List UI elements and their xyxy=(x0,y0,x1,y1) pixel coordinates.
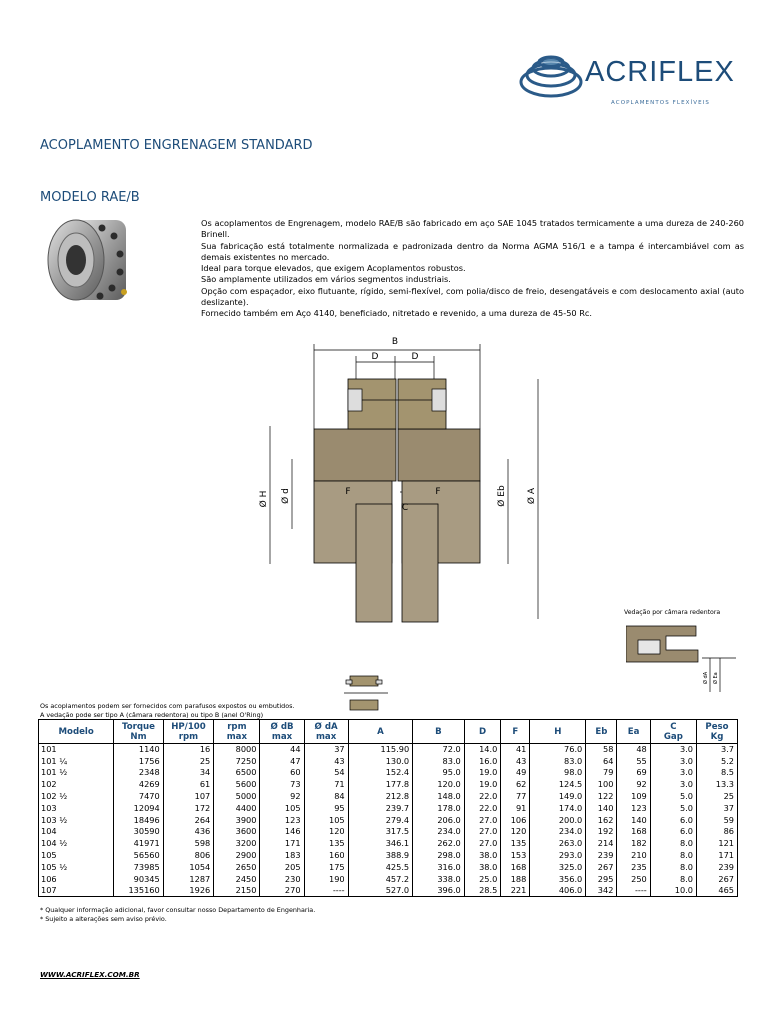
table-cell: 168 xyxy=(501,861,530,873)
oring-seal-drawing xyxy=(344,672,388,716)
table-cell: 62 xyxy=(501,779,530,791)
table-cell: 5000 xyxy=(214,791,260,803)
table-cell: 103 xyxy=(39,802,114,814)
column-header: D xyxy=(464,720,501,744)
table-cell: 3.7 xyxy=(697,744,738,756)
table-cell: 41 xyxy=(501,744,530,756)
table-cell: 107 xyxy=(39,885,114,897)
table-cell: 73985 xyxy=(114,861,163,873)
column-header: A xyxy=(348,720,413,744)
table-cell: 406.0 xyxy=(530,885,586,897)
table-cell: 806 xyxy=(163,850,214,862)
description-paragraph: São amplamente utilizados em vários segmentos industriais. xyxy=(201,274,451,285)
table-cell: 19.0 xyxy=(464,779,501,791)
table-cell: 168 xyxy=(617,826,650,838)
description-paragraph: Os acoplamentos de Engrenagem, modelo RAE/B são fabricado em aço SAE 1045 tratados termicamente a uma dureza de 240-260 Brinell. xyxy=(201,218,744,240)
table-cell: 43 xyxy=(501,755,530,767)
table-cell: 2650 xyxy=(214,861,260,873)
table-cell: 102 xyxy=(39,779,114,791)
table-cell: 38.0 xyxy=(464,850,501,862)
table-cell: 298.0 xyxy=(413,850,465,862)
column-header: Ø dA max xyxy=(304,720,348,744)
table-cell: 356.0 xyxy=(530,873,586,885)
table-cell: 153 xyxy=(501,850,530,862)
table-cell: 6500 xyxy=(214,767,260,779)
table-cell: 3.0 xyxy=(650,744,696,756)
table-cell: 3600 xyxy=(214,826,260,838)
table-cell: 105 xyxy=(260,802,304,814)
table-cell: ---- xyxy=(617,885,650,897)
model-title: MODELO RAE/B xyxy=(40,190,140,205)
table-cell: 239 xyxy=(697,861,738,873)
table-cell: 3200 xyxy=(214,838,260,850)
table-cell: 175 xyxy=(304,861,348,873)
table-cell: 235 xyxy=(617,861,650,873)
note-line: Os acoplamentos podem ser fornecidos com parafusos expostos ou embutidos. xyxy=(40,702,295,710)
table-cell: 60 xyxy=(260,767,304,779)
dim-f-label: F xyxy=(435,487,441,497)
table-cell: 77 xyxy=(501,791,530,803)
table-cell: 120.0 xyxy=(413,779,465,791)
table-cell: 104 ½ xyxy=(39,838,114,850)
table-cell: 12094 xyxy=(114,802,163,814)
table-cell: 14.0 xyxy=(464,744,501,756)
table-cell: 140 xyxy=(617,814,650,826)
note-line: * Sujeito a alterações sem aviso prévio. xyxy=(40,914,167,923)
table-cell: 95.0 xyxy=(413,767,465,779)
table-cell: 3.0 xyxy=(650,755,696,767)
table-cell: 106 xyxy=(501,814,530,826)
table-cell: 206.0 xyxy=(413,814,465,826)
table-row xyxy=(39,850,738,862)
table-cell: 25.0 xyxy=(464,873,501,885)
table-cell: 28.5 xyxy=(464,885,501,897)
table-cell: 38.0 xyxy=(464,861,501,873)
table-row xyxy=(39,791,738,803)
table-cell: 267 xyxy=(697,873,738,885)
table-cell: 123 xyxy=(260,814,304,826)
table-cell: 98.0 xyxy=(530,767,586,779)
table-cell: 239.7 xyxy=(348,802,413,814)
table-cell: 8.5 xyxy=(697,767,738,779)
table-cell: 73 xyxy=(260,779,304,791)
table-cell: 221 xyxy=(501,885,530,897)
table-cell: 83.0 xyxy=(413,755,465,767)
table-cell: 100 xyxy=(586,779,617,791)
table-cell: 1926 xyxy=(163,885,214,897)
dim-d-label: D xyxy=(371,352,379,362)
column-header: Eb xyxy=(586,720,617,744)
notes-top xyxy=(40,702,295,719)
table-cell: 436 xyxy=(163,826,214,838)
table-cell: 183 xyxy=(260,850,304,862)
table-cell: 27.0 xyxy=(464,814,501,826)
spring-coil-icon xyxy=(515,42,587,114)
table-cell: 174.0 xyxy=(530,802,586,814)
table-cell: 92 xyxy=(260,791,304,803)
table-cell: 5.0 xyxy=(650,791,696,803)
table-cell: 86 xyxy=(697,826,738,838)
table-cell: 6.0 xyxy=(650,814,696,826)
table-cell: 19.0 xyxy=(464,767,501,779)
table-cell: 41971 xyxy=(114,838,163,850)
column-header: Ea xyxy=(617,720,650,744)
dim-a-label: Ø A xyxy=(527,487,537,505)
table-cell: 122 xyxy=(586,791,617,803)
table-cell: 13.3 xyxy=(697,779,738,791)
column-header: Modelo xyxy=(39,720,114,744)
table-cell: 295 xyxy=(586,873,617,885)
table-cell: 54 xyxy=(304,767,348,779)
table-cell: 22.0 xyxy=(464,802,501,814)
table-cell: 8.0 xyxy=(650,850,696,862)
table-cell: 279.4 xyxy=(348,814,413,826)
table-cell: 37 xyxy=(304,744,348,756)
table-cell: 2450 xyxy=(214,873,260,885)
dim-b-label: B xyxy=(391,337,399,347)
table-cell: 25 xyxy=(163,755,214,767)
table-cell: 44 xyxy=(260,744,304,756)
table-cell: 149.0 xyxy=(530,791,586,803)
table-row xyxy=(39,838,738,850)
table-cell: 49 xyxy=(501,767,530,779)
table-cell: 83.0 xyxy=(530,755,586,767)
coupling-cross-section-drawing xyxy=(250,334,550,624)
table-cell: 18496 xyxy=(114,814,163,826)
table-cell: 457.2 xyxy=(348,873,413,885)
table-cell: 200.0 xyxy=(530,814,586,826)
seal-caption: Vedação por câmara redentora xyxy=(624,609,721,616)
table-cell: 27.0 xyxy=(464,838,501,850)
table-cell: 10.0 xyxy=(650,885,696,897)
table-cell: 205 xyxy=(260,861,304,873)
table-cell: 598 xyxy=(163,838,214,850)
table-row xyxy=(39,861,738,873)
brand-name: ACRIFLEX xyxy=(585,56,735,88)
table-cell: 16.0 xyxy=(464,755,501,767)
table-cell: 177.8 xyxy=(348,779,413,791)
table-cell: 7470 xyxy=(114,791,163,803)
table-cell: 192 xyxy=(586,826,617,838)
table-cell: 58 xyxy=(586,744,617,756)
table-cell: 425.5 xyxy=(348,861,413,873)
table-cell: 92 xyxy=(617,779,650,791)
page-title: ACOPLAMENTO ENGRENAGEM STANDARD xyxy=(40,138,313,153)
table-cell: 264 xyxy=(163,814,214,826)
table-cell: 5.2 xyxy=(697,755,738,767)
table-cell: 8.0 xyxy=(650,873,696,885)
table-cell: 8000 xyxy=(214,744,260,756)
description-paragraph: Opção com espaçador, eixo flutuante, rígido, semi-flexível, com polia/disco de freio, desengatáveis e com deslocamento axial (auto deslizante). xyxy=(201,285,744,308)
table-cell: 239 xyxy=(586,850,617,862)
table-cell: 214 xyxy=(586,838,617,850)
table-cell: 250 xyxy=(617,873,650,885)
note-line: A vedação pode ser tipo A (câmara redentora) ou tipo B (anel O'Ring) xyxy=(40,710,264,719)
table-header-row xyxy=(39,720,738,744)
table-cell: 3.0 xyxy=(650,767,696,779)
table-cell: 72.0 xyxy=(413,744,465,756)
table-cell: 5600 xyxy=(214,779,260,791)
table-cell: 234.0 xyxy=(413,826,465,838)
table-cell: 102 ½ xyxy=(39,791,114,803)
column-header: Ø dB max xyxy=(260,720,304,744)
description-paragraph: Sua fabricação está totalmente normalizada e padronizada dentro da Norma AGMA 516/1 e a tampa é intercambiável com as demais existentes no mercado. xyxy=(201,240,744,262)
table-cell: 178.0 xyxy=(413,802,465,814)
table-cell: 107 xyxy=(163,791,214,803)
table-row xyxy=(39,744,738,756)
table-cell: 101 xyxy=(39,744,114,756)
table-cell: 105 xyxy=(39,850,114,862)
product-description xyxy=(201,218,744,320)
table-cell: 212.8 xyxy=(348,791,413,803)
table-cell: 76.0 xyxy=(530,744,586,756)
table-cell: 1756 xyxy=(114,755,163,767)
table-cell: 95 xyxy=(304,802,348,814)
table-cell: 270 xyxy=(260,885,304,897)
dim-eb-label: Ø Eb xyxy=(497,485,507,507)
website-link[interactable]: WWW.ACRIFLEX.COM.BR xyxy=(40,970,140,979)
table-cell: 115.90 xyxy=(348,744,413,756)
table-cell: 104 xyxy=(39,826,114,838)
seal-detail-drawing xyxy=(626,622,736,694)
table-cell: 79 xyxy=(586,767,617,779)
column-header: C Gap xyxy=(650,720,696,744)
table-cell: 43 xyxy=(304,755,348,767)
table-cell: 71 xyxy=(304,779,348,791)
table-cell: 190 xyxy=(304,873,348,885)
coupling-photo xyxy=(44,214,134,306)
table-row xyxy=(39,755,738,767)
table-cell: 152.4 xyxy=(348,767,413,779)
table-cell: 2900 xyxy=(214,850,260,862)
table-cell: 64 xyxy=(586,755,617,767)
description-paragraph: Fornecido também em Aço 4140, beneficiado, nitretado e revenido, a uma dureza de 45-50 Rc. xyxy=(201,308,593,319)
table-cell: 27.0 xyxy=(464,826,501,838)
table-cell: 4269 xyxy=(114,779,163,791)
table-cell: 171 xyxy=(697,850,738,862)
table-cell: 293.0 xyxy=(530,850,586,862)
table-cell: 123 xyxy=(617,802,650,814)
table-cell: 182 xyxy=(617,838,650,850)
table-cell: 30590 xyxy=(114,826,163,838)
table-cell: 37 xyxy=(697,802,738,814)
table-cell: 210 xyxy=(617,850,650,862)
table-cell: 317.5 xyxy=(348,826,413,838)
table-cell: 90345 xyxy=(114,873,163,885)
table-cell: 106 xyxy=(39,873,114,885)
table-row xyxy=(39,826,738,838)
table-row xyxy=(39,814,738,826)
table-cell: 8.0 xyxy=(650,861,696,873)
table-cell: 346.1 xyxy=(348,838,413,850)
table-cell: 61 xyxy=(163,779,214,791)
table-cell: 120 xyxy=(304,826,348,838)
dim-c-label: C xyxy=(401,503,409,513)
notes-bottom xyxy=(40,906,315,923)
table-cell: 91 xyxy=(501,802,530,814)
column-header: HP/100 rpm xyxy=(163,720,214,744)
column-header: Torque Nm xyxy=(114,720,163,744)
table-cell: 2150 xyxy=(214,885,260,897)
table-cell: 25 xyxy=(697,791,738,803)
brand-logo xyxy=(515,42,740,122)
table-cell: 109 xyxy=(617,791,650,803)
seal-ea-label: Ø Ea xyxy=(713,672,719,684)
table-cell: 262.0 xyxy=(413,838,465,850)
table-cell: ---- xyxy=(304,885,348,897)
table-cell: 103 ½ xyxy=(39,814,114,826)
table-row xyxy=(39,779,738,791)
table-cell: 171 xyxy=(260,838,304,850)
table-cell: 130.0 xyxy=(348,755,413,767)
table-cell: 234.0 xyxy=(530,826,586,838)
column-header: rpm max xyxy=(214,720,260,744)
column-header: F xyxy=(501,720,530,744)
table-row xyxy=(39,802,738,814)
table-cell: 16 xyxy=(163,744,214,756)
table-cell: 263.0 xyxy=(530,838,586,850)
table-cell: 160 xyxy=(304,850,348,862)
table-row xyxy=(39,885,738,897)
table-cell: 172 xyxy=(163,802,214,814)
table-cell: 101 ¼ xyxy=(39,755,114,767)
table-row xyxy=(39,873,738,885)
table-cell: 527.0 xyxy=(348,885,413,897)
table-cell: 105 ½ xyxy=(39,861,114,873)
brand-tagline: ACOPLAMENTOS FLEXÍVEIS xyxy=(611,100,711,106)
table-cell: 8.0 xyxy=(650,838,696,850)
table-row xyxy=(39,767,738,779)
table-cell: 5.0 xyxy=(650,802,696,814)
table-cell: 59 xyxy=(697,814,738,826)
column-header: B xyxy=(413,720,465,744)
table-cell: 230 xyxy=(260,873,304,885)
table-cell: 316.0 xyxy=(413,861,465,873)
table-cell: 342 xyxy=(586,885,617,897)
table-cell: 267 xyxy=(586,861,617,873)
table-cell: 105 xyxy=(304,814,348,826)
table-cell: 135160 xyxy=(114,885,163,897)
table-cell: 162 xyxy=(586,814,617,826)
table-cell: 120 xyxy=(501,826,530,838)
table-cell: 140 xyxy=(586,802,617,814)
table-cell: 3900 xyxy=(214,814,260,826)
table-cell: 325.0 xyxy=(530,861,586,873)
table-cell: 1287 xyxy=(163,873,214,885)
table-cell: 135 xyxy=(304,838,348,850)
column-header: H xyxy=(530,720,586,744)
seal-da-label: Ø dA xyxy=(703,671,709,684)
table-cell: 55 xyxy=(617,755,650,767)
specifications-table xyxy=(38,719,738,897)
table-cell: 1140 xyxy=(114,744,163,756)
dim-h-label: Ø H xyxy=(259,490,269,508)
table-cell: 338.0 xyxy=(413,873,465,885)
table-cell: 465 xyxy=(697,885,738,897)
table-cell: 56560 xyxy=(114,850,163,862)
table-cell: 188 xyxy=(501,873,530,885)
table-cell: 47 xyxy=(260,755,304,767)
table-cell: 2348 xyxy=(114,767,163,779)
table-cell: 148.0 xyxy=(413,791,465,803)
table-cell: 34 xyxy=(163,767,214,779)
dim-d-label: D xyxy=(411,352,419,362)
table-cell: 146 xyxy=(260,826,304,838)
dim-d-small-label: Ø d xyxy=(281,488,291,504)
table-cell: 121 xyxy=(697,838,738,850)
note-line: * Qualquer informação adicional, favor consultar nosso Departamento de Engenharia. xyxy=(40,906,316,914)
table-cell: 48 xyxy=(617,744,650,756)
table-cell: 3.0 xyxy=(650,779,696,791)
table-cell: 396.0 xyxy=(413,885,465,897)
table-cell: 4400 xyxy=(214,802,260,814)
description-paragraph: Ideal para torque elevados, que exigem Acoplamentos robustos. xyxy=(201,263,466,274)
table-cell: 6.0 xyxy=(650,826,696,838)
table-cell: 7250 xyxy=(214,755,260,767)
column-header: Peso Kg xyxy=(697,720,738,744)
table-cell: 124.5 xyxy=(530,779,586,791)
table-cell: 22.0 xyxy=(464,791,501,803)
table-cell: 101 ½ xyxy=(39,767,114,779)
table-cell: 69 xyxy=(617,767,650,779)
dim-f-label: F xyxy=(345,487,351,497)
table-cell: 1054 xyxy=(163,861,214,873)
table-cell: 135 xyxy=(501,838,530,850)
table-cell: 84 xyxy=(304,791,348,803)
table-cell: 388.9 xyxy=(348,850,413,862)
